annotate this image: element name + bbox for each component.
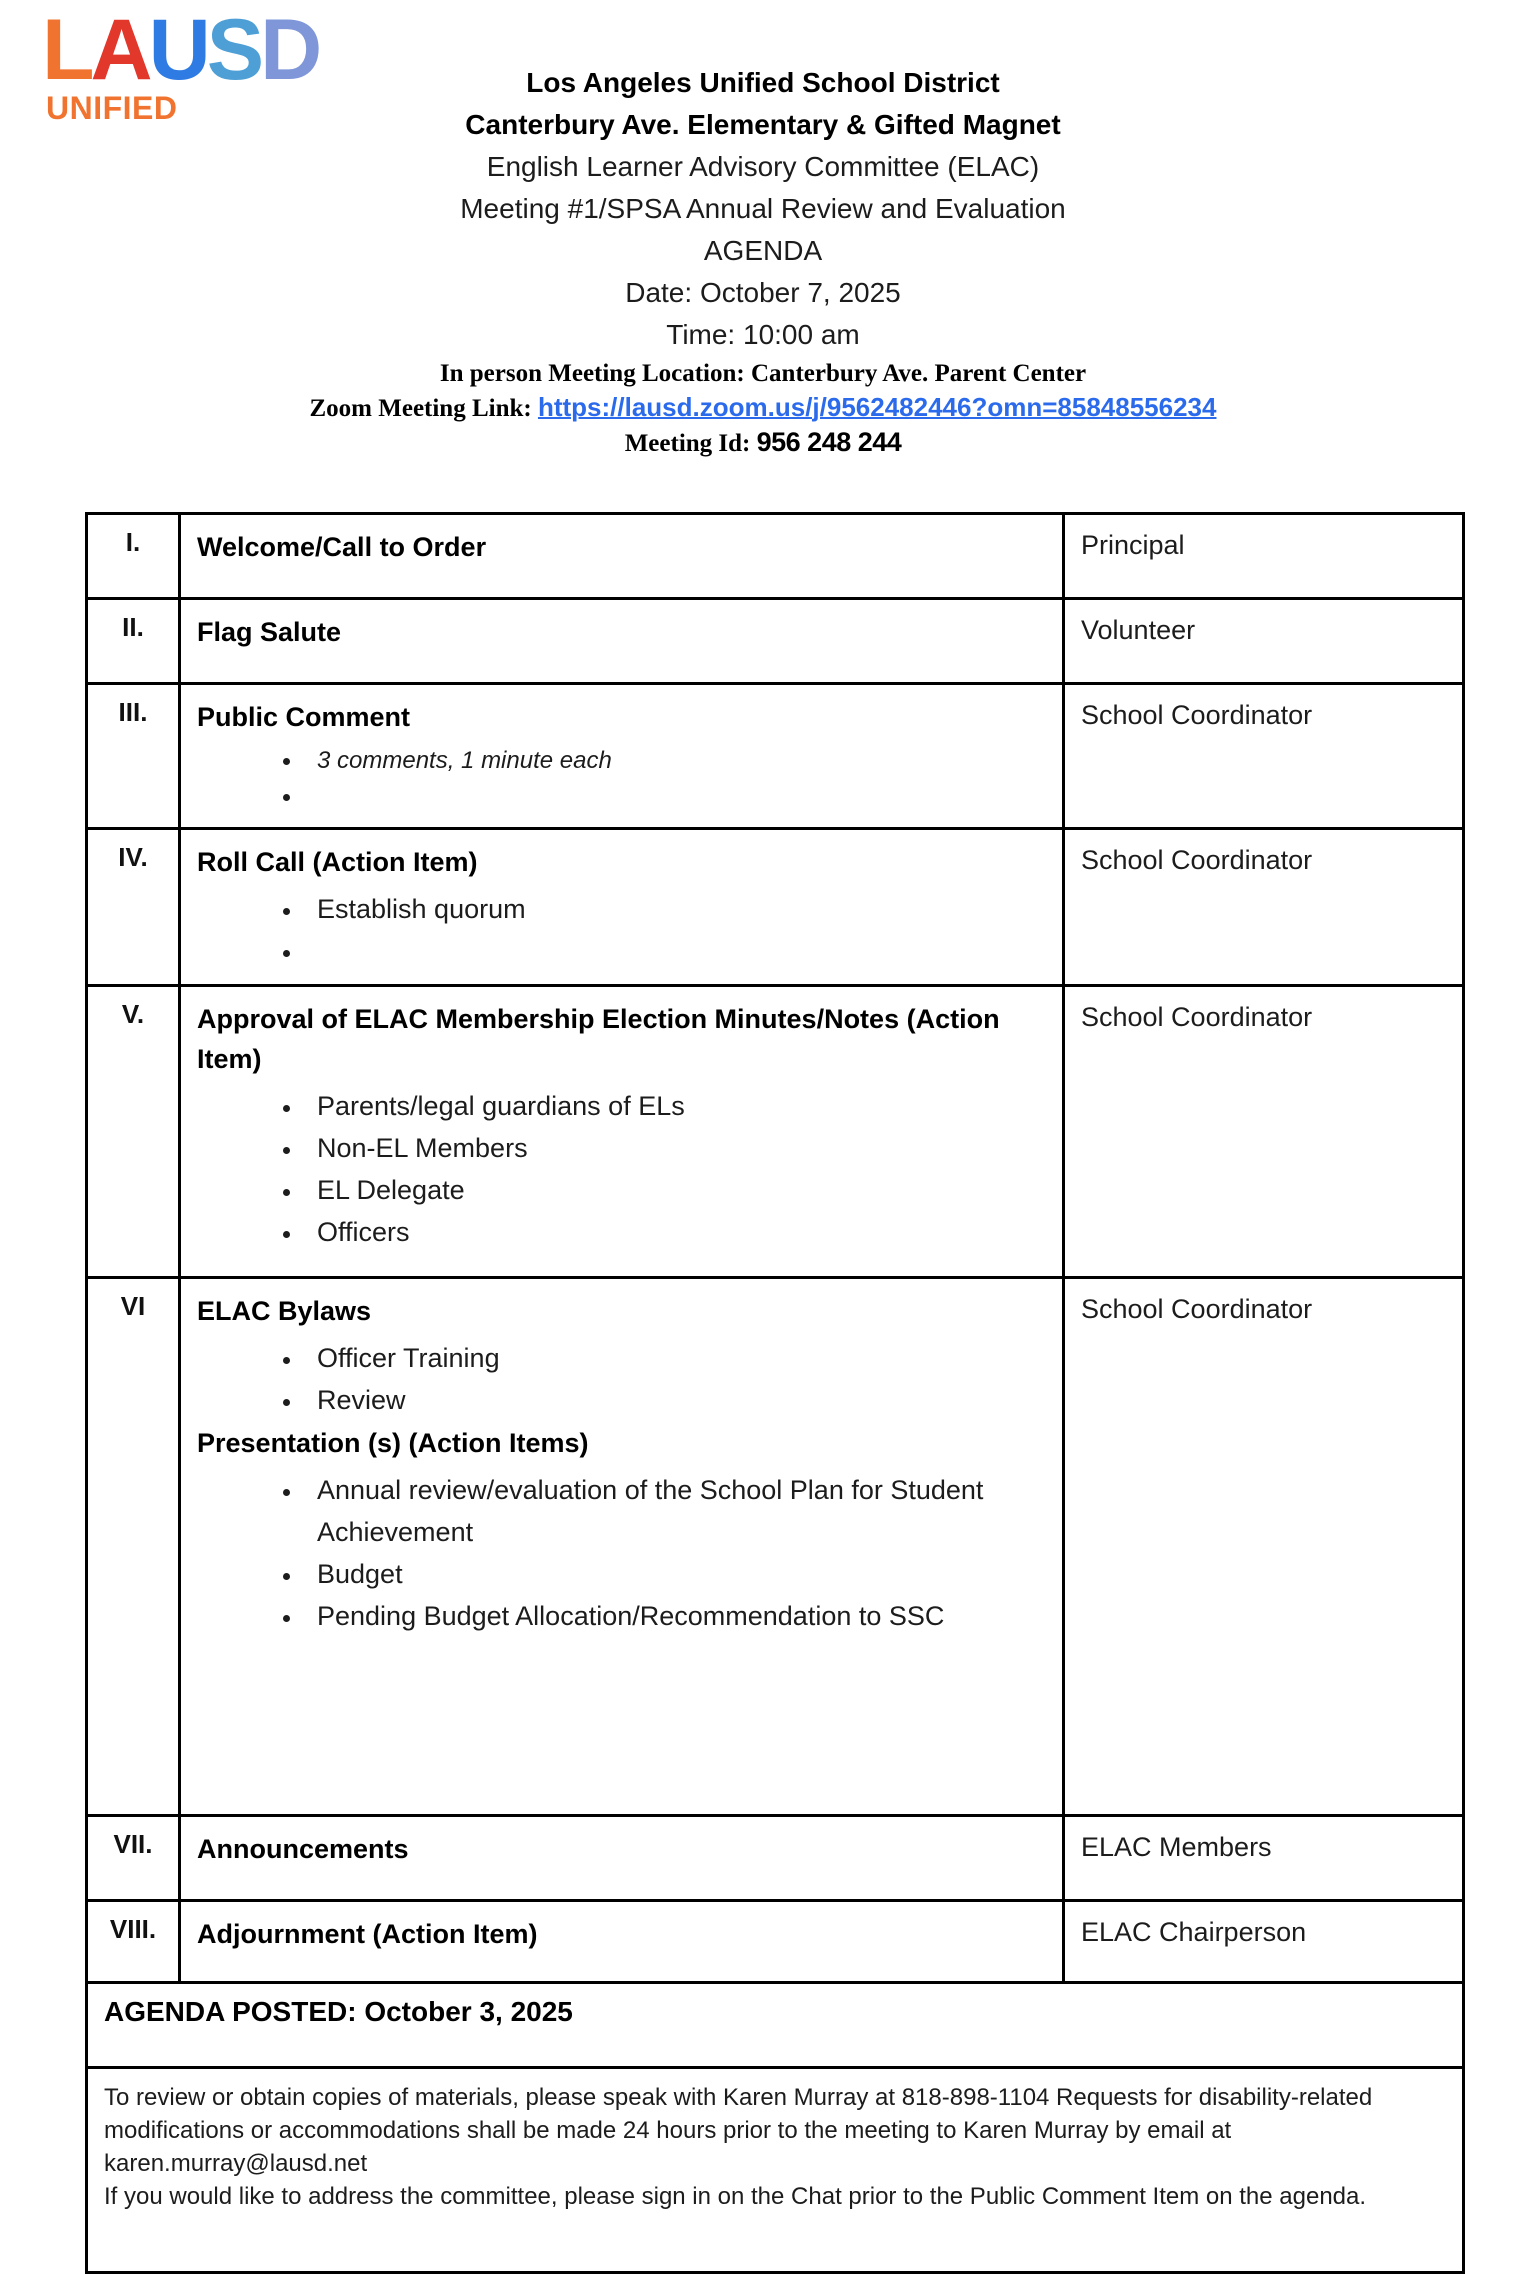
row-responsible: School Coordinator xyxy=(1064,1278,1464,1816)
row-item-cell xyxy=(180,1901,1064,1983)
table-row-public-comment xyxy=(87,684,1464,829)
item-title: ELAC Bylaws xyxy=(197,1296,372,1326)
table-row-welcome xyxy=(87,514,1464,599)
item-title: Adjournment (Action Item) xyxy=(197,1919,538,1949)
bullet-list xyxy=(197,1469,1046,1637)
bullet-item-empty xyxy=(303,930,1046,972)
table-row-flag-salute xyxy=(87,599,1464,684)
row-item-cell xyxy=(180,514,1064,599)
lausd-logo xyxy=(42,2,319,126)
row-responsible: Volunteer xyxy=(1064,599,1464,684)
footer-notice-chat: If you would like to address the committee, please sign in on the Chat prior to the Public Comment Item on the agenda. xyxy=(104,2183,1367,2210)
school-title: Canterbury Ave. Elementary & Gifted Magnet xyxy=(465,109,1061,140)
meeting-title: Meeting #1/SPSA Annual Review and Evaluation xyxy=(460,193,1066,224)
logo-unified-text: UNIFIED xyxy=(46,89,178,126)
row-responsible: School Coordinator xyxy=(1064,986,1464,1278)
row-item-cell xyxy=(180,986,1064,1278)
item-title: Roll Call (Action Item) xyxy=(197,847,478,877)
logo-letter-s: S xyxy=(206,2,261,98)
meeting-date: Date: October 7, 2025 xyxy=(625,277,901,308)
agenda-posted-text: AGENDA POSTED: October 3, 2025 xyxy=(87,1983,1464,2068)
row-numeral: I. xyxy=(87,514,180,599)
meeting-location: In person Meeting Location: Canterbury Ave. Parent Center xyxy=(439,360,1087,387)
row-responsible: School Coordinator xyxy=(1064,829,1464,986)
bullet-item-empty xyxy=(303,779,1046,815)
row-numeral: VII. xyxy=(87,1816,180,1901)
row-numeral: III. xyxy=(87,684,180,829)
agenda-label: AGENDA xyxy=(703,235,823,266)
meeting-time: Time: 10:00 am xyxy=(666,319,860,350)
row-responsible: School Coordinator xyxy=(1064,684,1464,829)
table-row-agenda-posted xyxy=(87,1983,1464,2068)
row-numeral: V. xyxy=(87,986,180,1278)
bullet-item: • Parents/legal guardians of ELs xyxy=(303,1085,1046,1127)
item-subtitle: Presentation (s) (Action Items) xyxy=(197,1428,589,1458)
row-item-cell xyxy=(180,829,1064,986)
item-title: Flag Salute xyxy=(197,617,342,647)
item-title: Approval of ELAC Membership Election Minutes/Notes (Action Item) xyxy=(197,1004,1000,1074)
logo-letter-l: L xyxy=(42,2,91,98)
row-numeral: II. xyxy=(87,599,180,684)
row-item-cell xyxy=(180,599,1064,684)
row-responsible: Principal xyxy=(1064,514,1464,599)
lausd-logo-word xyxy=(42,2,319,98)
footer-notice-materials: To review or obtain copies of materials, please speak with Karen Murray at 818-898-1104 Requests for disability-related modifications or accommodations shall be made 24 hours prior to the meeting to Karen Murray by email at karen.murray@lausd.net xyxy=(104,2084,1373,2177)
bullet-item: • Pending Budget Allocation/Recommendation to SSC xyxy=(303,1595,1046,1637)
bullet-item: • Non-EL Members xyxy=(303,1127,1046,1169)
bullet-item: • Annual review/evaluation of the School Plan for Student Achievement xyxy=(303,1469,1046,1553)
bullet-item: • Budget xyxy=(303,1553,1046,1595)
bullet-list xyxy=(197,1085,1046,1253)
bullet-item: • Establish quorum xyxy=(303,888,1046,930)
bullet-list xyxy=(197,888,1046,972)
agenda-table xyxy=(85,512,1465,2274)
table-row-approval-minutes xyxy=(87,986,1464,1278)
logo-letter-a: A xyxy=(90,2,149,98)
bullet-item: • Review xyxy=(303,1379,1046,1421)
meeting-id-value: 956 248 244 xyxy=(756,427,902,457)
row-responsible: ELAC Chairperson xyxy=(1064,1901,1464,1983)
logo-letter-d: D xyxy=(260,2,319,98)
row-numeral: VI xyxy=(87,1278,180,1816)
row-item-cell xyxy=(180,1816,1064,1901)
bullet-item: • Officers xyxy=(303,1211,1046,1253)
zoom-link-label: Zoom Meeting Link: xyxy=(309,395,538,422)
row-item-cell xyxy=(180,1278,1064,1816)
bullet-item: • Officer Training xyxy=(303,1337,1046,1379)
zoom-meeting-link[interactable]: https://lausd.zoom.us/j/9562482446?omn=85848556234 xyxy=(537,392,1217,422)
table-row-footer-notice xyxy=(87,2068,1464,2273)
row-numeral: IV. xyxy=(87,829,180,986)
row-responsible: ELAC Members xyxy=(1064,1816,1464,1901)
logo-letter-u: U xyxy=(148,2,207,98)
item-title: Welcome/Call to Order xyxy=(197,532,487,562)
meeting-id-label: Meeting Id: xyxy=(624,430,757,457)
table-row-adjournment xyxy=(87,1901,1464,1983)
zoom-link-line xyxy=(0,391,1526,425)
bullet-list xyxy=(197,1337,1046,1421)
row-item-cell xyxy=(180,684,1064,829)
bullet-item: • EL Delegate xyxy=(303,1169,1046,1211)
item-title: Announcements xyxy=(197,1834,409,1864)
footer-notice-cell xyxy=(87,2068,1464,2273)
item-title: Public Comment xyxy=(197,702,411,732)
committee-title: English Learner Advisory Committee (ELAC) xyxy=(486,151,1040,182)
agenda-table-wrap xyxy=(85,512,1462,2274)
table-row-announcements xyxy=(87,1816,1464,1901)
table-row-elac-bylaws xyxy=(87,1278,1464,1816)
bullet-list xyxy=(197,743,1046,815)
bullet-item: • 3 comments, 1 minute each xyxy=(303,743,1046,779)
district-title: Los Angeles Unified School District xyxy=(526,67,1000,98)
table-row-roll-call xyxy=(87,829,1464,986)
row-numeral: VIII. xyxy=(87,1901,180,1983)
meeting-id-line xyxy=(0,426,1526,460)
